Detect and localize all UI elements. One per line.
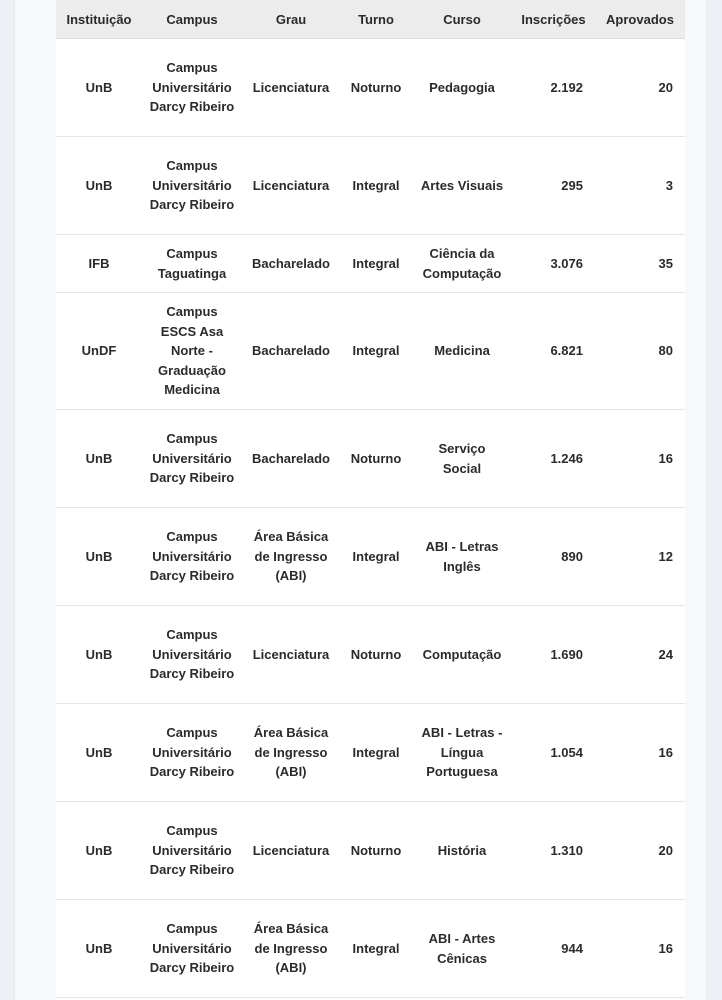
table-row (56, 606, 685, 704)
cell-curso: História (412, 802, 512, 900)
cell-grau: Bacharelado (242, 293, 340, 410)
cell-aprovados: 35 (595, 235, 685, 293)
cell-grau: Licenciatura (242, 802, 340, 900)
cell-turno: Noturno (340, 802, 412, 900)
cell-aprovados: 16 (595, 704, 685, 802)
table-row (56, 508, 685, 606)
cell-curso: Serviço Social (412, 410, 512, 508)
cell-turno: Integral (340, 235, 412, 293)
cell-instituicao: UnB (56, 900, 142, 998)
cell-inscricoes: 6.821 (512, 293, 595, 410)
header-turno[interactable]: Turno (340, 0, 412, 39)
cell-inscricoes: 2.192 (512, 39, 595, 137)
cell-curso: Computação (412, 606, 512, 704)
cell-curso: Medicina (412, 293, 512, 410)
table-row (56, 410, 685, 508)
cell-campus: Campus Universitário Darcy Ribeiro (142, 704, 242, 802)
cell-grau: Licenciatura (242, 39, 340, 137)
cell-turno: Integral (340, 137, 412, 235)
cell-aprovados: 24 (595, 606, 685, 704)
cell-inscricoes: 1.246 (512, 410, 595, 508)
cell-campus: Campus ESCS Asa Norte - Graduação Medicina (142, 293, 242, 410)
cell-inscricoes: 1.310 (512, 802, 595, 900)
cell-inscricoes: 1.054 (512, 704, 595, 802)
cell-grau: Bacharelado (242, 410, 340, 508)
header-curso[interactable]: Curso (412, 0, 512, 39)
results-table (56, 0, 685, 998)
cell-turno: Integral (340, 508, 412, 606)
table-row (56, 900, 685, 998)
table-row (56, 802, 685, 900)
header-campus[interactable]: Campus (142, 0, 242, 39)
cell-turno: Integral (340, 900, 412, 998)
cell-curso: ABI - Artes Cênicas (412, 900, 512, 998)
header-aprovados[interactable]: Aprovados (595, 0, 685, 39)
cell-instituicao: UnDF (56, 293, 142, 410)
cell-instituicao: UnB (56, 39, 142, 137)
table-header-row (56, 0, 685, 39)
cell-campus: Campus Universitário Darcy Ribeiro (142, 39, 242, 137)
cell-instituicao: UnB (56, 508, 142, 606)
cell-turno: Noturno (340, 39, 412, 137)
cell-grau: Bacharelado (242, 235, 340, 293)
cell-aprovados: 12 (595, 508, 685, 606)
cell-inscricoes: 3.076 (512, 235, 595, 293)
cell-turno: Noturno (340, 606, 412, 704)
cell-grau: Área Básica de Ingresso (ABI) (242, 900, 340, 998)
cell-grau: Licenciatura (242, 137, 340, 235)
cell-turno: Integral (340, 704, 412, 802)
header-grau[interactable]: Grau (242, 0, 340, 39)
cell-instituicao: UnB (56, 137, 142, 235)
cell-aprovados: 16 (595, 410, 685, 508)
cell-campus: Campus Universitário Darcy Ribeiro (142, 137, 242, 235)
cell-instituicao: UnB (56, 410, 142, 508)
cell-instituicao: UnB (56, 802, 142, 900)
cell-inscricoes: 890 (512, 508, 595, 606)
cell-curso: Ciência da Computação (412, 235, 512, 293)
cell-aprovados: 3 (595, 137, 685, 235)
cell-aprovados: 20 (595, 39, 685, 137)
cell-inscricoes: 295 (512, 137, 595, 235)
table-row (56, 704, 685, 802)
cell-aprovados: 16 (595, 900, 685, 998)
header-inscricoes[interactable]: Inscrições (512, 0, 595, 39)
table-row (56, 137, 685, 235)
cell-instituicao: UnB (56, 606, 142, 704)
cell-campus: Campus Universitário Darcy Ribeiro (142, 606, 242, 704)
cell-curso: Artes Visuais (412, 137, 512, 235)
table-row (56, 235, 685, 293)
cell-campus: Campus Universitário Darcy Ribeiro (142, 410, 242, 508)
cell-turno: Noturno (340, 410, 412, 508)
cell-campus: Campus Taguatinga (142, 235, 242, 293)
table-row (56, 293, 685, 410)
cell-turno: Integral (340, 293, 412, 410)
cell-grau: Área Básica de Ingresso (ABI) (242, 704, 340, 802)
cell-campus: Campus Universitário Darcy Ribeiro (142, 508, 242, 606)
cell-inscricoes: 1.690 (512, 606, 595, 704)
cell-instituicao: IFB (56, 235, 142, 293)
cell-instituicao: UnB (56, 704, 142, 802)
cell-campus: Campus Universitário Darcy Ribeiro (142, 900, 242, 998)
cell-grau: Área Básica de Ingresso (ABI) (242, 508, 340, 606)
cell-aprovados: 80 (595, 293, 685, 410)
cell-grau: Licenciatura (242, 606, 340, 704)
cell-curso: ABI - Letras - Língua Portuguesa (412, 704, 512, 802)
cell-curso: ABI - Letras Inglês (412, 508, 512, 606)
cell-inscricoes: 944 (512, 900, 595, 998)
header-instituicao[interactable]: Instituição (56, 0, 142, 39)
table-row (56, 39, 685, 137)
cell-aprovados: 20 (595, 802, 685, 900)
cell-campus: Campus Universitário Darcy Ribeiro (142, 802, 242, 900)
cell-curso: Pedagogia (412, 39, 512, 137)
results-table-container[interactable] (56, 0, 685, 1000)
